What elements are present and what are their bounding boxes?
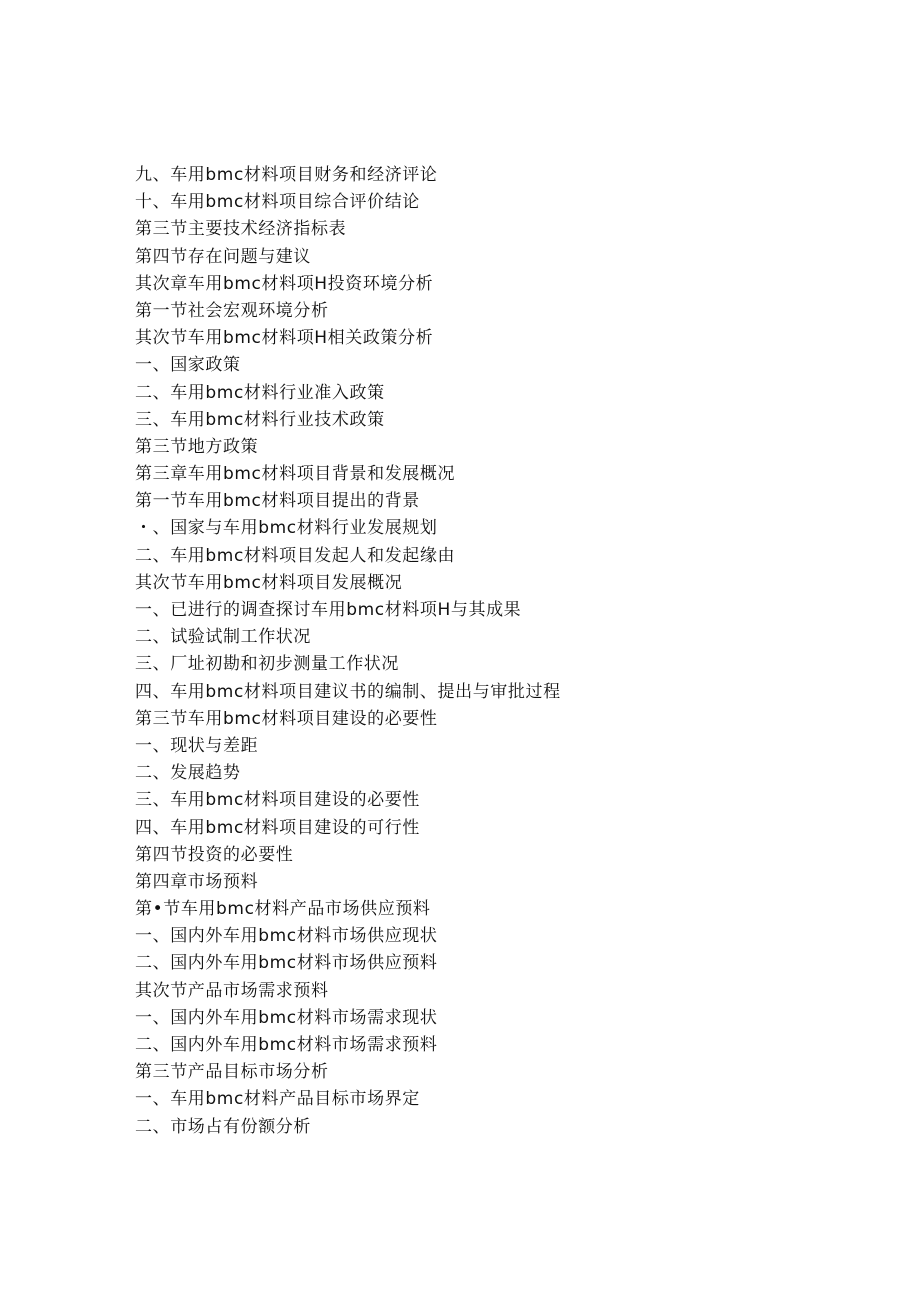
- toc-line: 一、已进行的调查探讨车用bmc材料项H与其成果: [135, 600, 522, 620]
- toc-line: 第三节产品目标市场分析: [135, 1062, 329, 1083]
- toc-line: 第三节主要技术经济指标表: [135, 219, 347, 240]
- toc-line: 其次节车用bmc材料项目发展概况: [135, 572, 403, 593]
- toc-line: 二、试验试制工作状况: [135, 627, 311, 648]
- toc-line: 其次章车用bmc材料项H投资环境分析: [135, 273, 434, 294]
- toc-line: 十、车用bmc材料项目综合评价结论: [135, 192, 420, 213]
- toc-line: 第•节车用bmc材料产品市场供应预料: [135, 899, 431, 920]
- toc-line: 一、国内外车用bmc材料市场需求现状: [135, 1007, 438, 1028]
- toc-line: 第一节社会宏观环境分析: [135, 300, 329, 321]
- toc-line: 二、国内外车用bmc材料市场需求预料: [135, 1035, 438, 1055]
- toc-line: ・、国家与车用bmc材料行业发展规划: [135, 518, 438, 539]
- toc-line: 第三章车用bmc材料项目背景和发展概况: [135, 464, 456, 485]
- toc-line: 第三节地方政策: [135, 436, 259, 457]
- toc-line: 四、车用bmc材料项目建议书的编制、提出与审批过程: [135, 681, 561, 702]
- table-of-contents: [135, 162, 561, 1141]
- toc-line: 第四节投资的必要性: [135, 844, 294, 865]
- toc-line: 其次节车用bmc材料项H相关政策分析: [135, 328, 434, 349]
- toc-line: 第四节存在问题与建议: [135, 246, 311, 267]
- toc-line: 二、车用bmc材料项目发起人和发起缘由: [135, 545, 456, 566]
- toc-line: 其次节产品市场需求预料: [135, 980, 329, 1001]
- toc-line: 一、国家政策: [135, 355, 241, 376]
- toc-line: 四、车用bmc材料项目建设的可行性: [135, 817, 420, 838]
- toc-line: 三、厂址初勘和初步测量工作状况: [135, 654, 399, 675]
- toc-line: 第三节车用bmc材料项目建设的必要性: [135, 708, 438, 729]
- toc-line: 一、现状与差距: [135, 735, 259, 756]
- toc-line: 第四章市场预料: [135, 871, 259, 892]
- toc-line: 一、车用bmc材料产品目标市场界定: [135, 1089, 420, 1110]
- toc-line: 三、车用bmc材料行业技术政策: [135, 409, 385, 430]
- toc-line: 第一节车用bmc材料项目提出的背景: [135, 491, 420, 512]
- toc-line: 二、发展趋势: [135, 763, 241, 784]
- toc-line: 二、车用bmc材料行业准入政策: [135, 382, 385, 403]
- toc-line: 九、车用bmc材料项目财务和经济评论: [135, 165, 438, 185]
- toc-line: 三、车用bmc材料项目建设的必要性: [135, 790, 420, 811]
- toc-line: 二、国内外车用bmc材料市场供应预料: [135, 953, 438, 974]
- toc-line: 一、国内外车用bmc材料市场供应现状: [135, 926, 438, 947]
- toc-line: 二、市场占有份额分析: [135, 1116, 311, 1137]
